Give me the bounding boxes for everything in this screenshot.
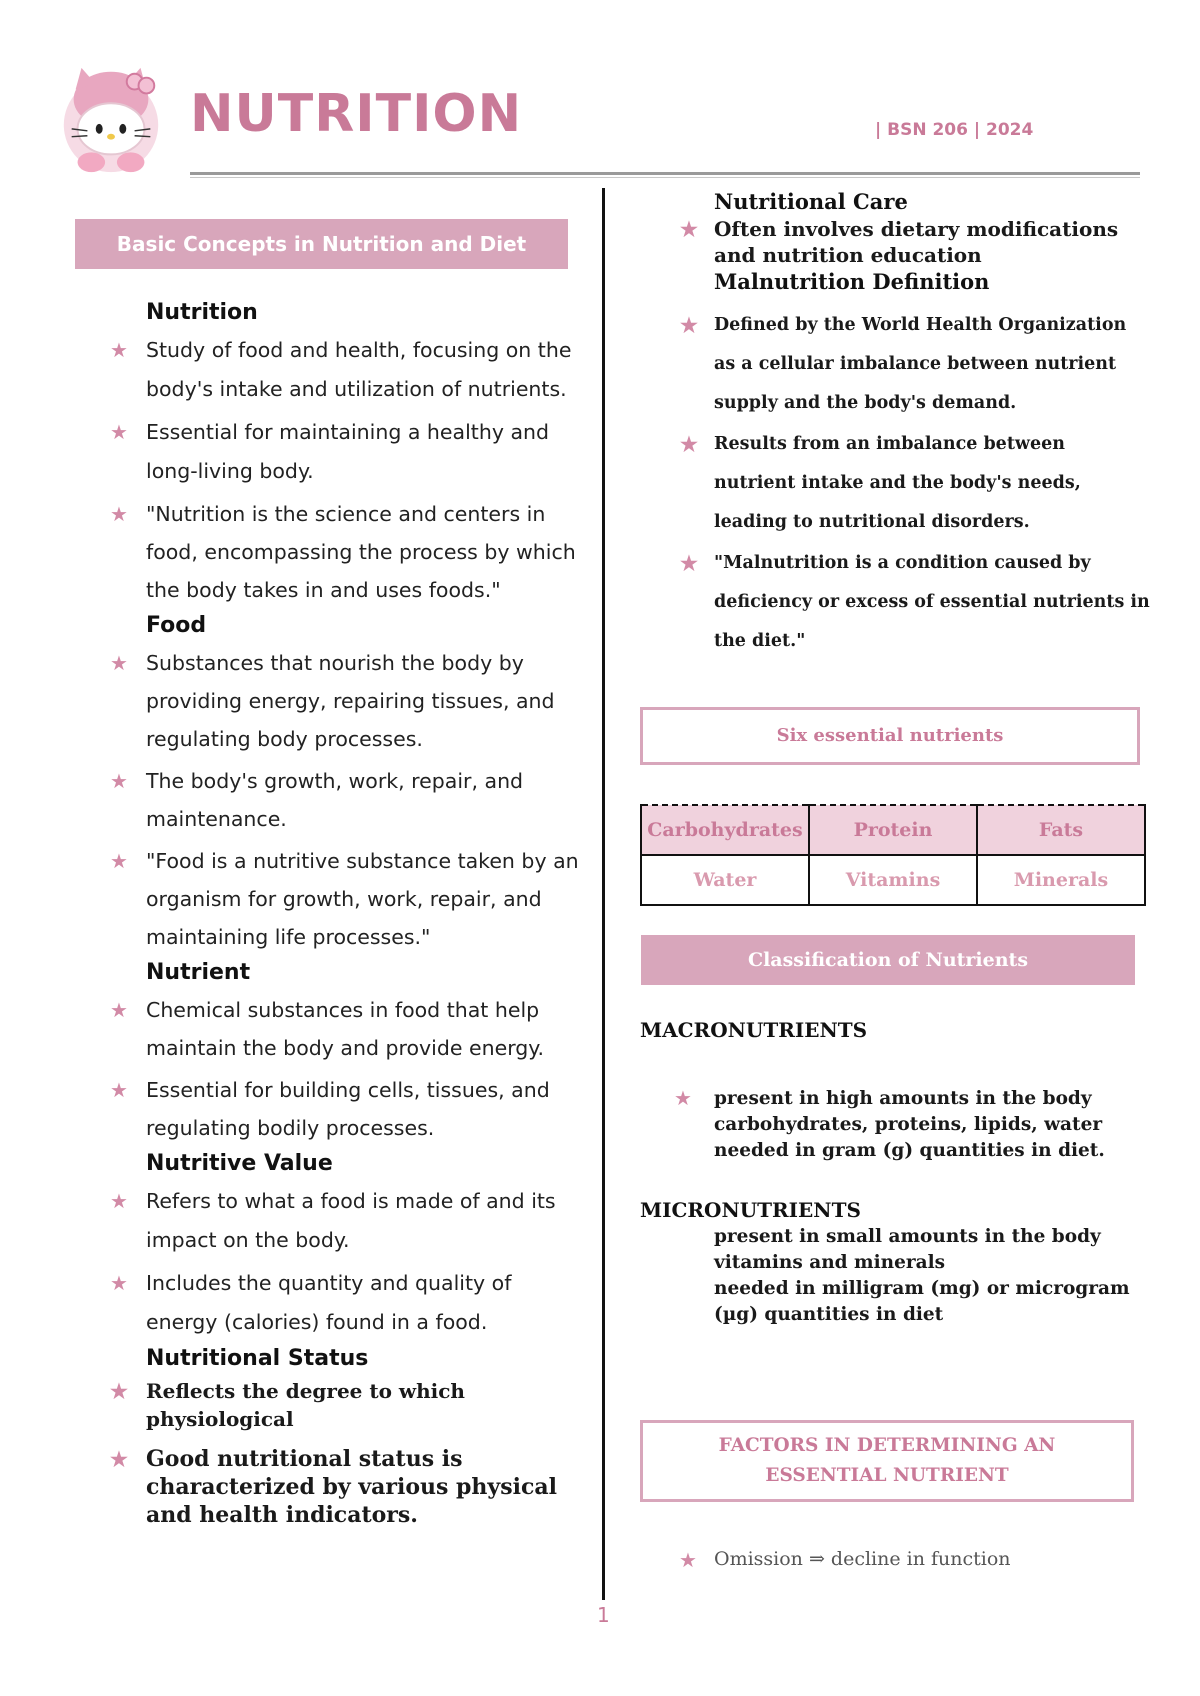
header-divider-thin [190, 177, 1140, 178]
course-code: | BSN 206 | 2024 [875, 120, 1034, 140]
star-icon: ★ [680, 217, 698, 241]
list-item: ★ Substances that nourish the body by providing energy, repairing tissues, and regulating body processes. [100, 644, 580, 758]
star-icon: ★ [110, 769, 128, 793]
list-item: ★ Essential for building cells, tissues, and regulating bodily processes. [100, 1071, 580, 1147]
table-cell: Protein [809, 805, 977, 855]
micro-line: vitamins and minerals [714, 1252, 946, 1273]
list-item: ★ Study of food and health, focusing on the body's intake and utilization of nutrients. [100, 331, 580, 409]
nutrients-table [640, 804, 1146, 906]
star-icon: ★ [680, 432, 698, 456]
factors-title-line1: FACTORS IN DETERMINING AN [718, 1435, 1056, 1456]
list-item: ★ Includes the quantity and quality of energy (calories) found in a food. [100, 1264, 580, 1342]
heading-nutritive-value: Nutritive Value [146, 1151, 333, 1176]
star-icon: ★ [110, 651, 128, 675]
list-item: ★ Omission ⇒ decline in function [679, 1548, 1011, 1572]
mascot-logo [52, 60, 170, 178]
list-item: ★ "Malnutrition is a condition caused by deficiency or excess of essential nutrients in the diet." [640, 544, 1150, 661]
table-cell: Water [641, 855, 809, 905]
micro-line: needed in milligram (mg) or microgram [714, 1278, 1130, 1299]
star-icon: ★ [680, 551, 698, 575]
star-icon: ★ [110, 998, 128, 1022]
list-item: ★ Chemical substances in food that help maintain the body and provide energy. [100, 991, 580, 1067]
star-icon: ★ [110, 849, 128, 873]
header-divider [190, 172, 1140, 175]
section-banner-basic-concepts: Basic Concepts in Nutrition and Diet Therapy [75, 219, 568, 269]
list-item: ★ "Nutrition is the science and centers in food, encompassing the process by which the body takes in and uses foods." [100, 495, 580, 609]
macronutrient-list [674, 1086, 1144, 1164]
macro-line: needed in gram (g) quantities in diet. [714, 1140, 1105, 1161]
micro-line: (µg) quantities in diet [714, 1304, 944, 1325]
heading-malnutrition: Malnutrition Definition [714, 269, 990, 294]
table-cell: Vitamins [809, 855, 977, 905]
list-item: ★ Essential for maintaining a healthy and long-living body. [100, 413, 580, 491]
list-item: ★ Often involves dietary modifications and nutrition education [680, 217, 1119, 267]
factors-box [640, 1420, 1134, 1502]
star-icon: ★ [110, 1189, 128, 1213]
left-column [100, 300, 580, 1533]
micro-line: present in small amounts in the body [714, 1226, 1101, 1247]
heading-nutritional-care: Nutritional Care [714, 189, 908, 214]
list-item: ★ Reflects the degree to which physiological [110, 1379, 465, 1431]
list-item: ★ Good nutritional status is characterized by various physical and health indicators. [110, 1446, 557, 1528]
star-icon: ★ [110, 420, 128, 444]
heading-micronutrients: MICRONUTRIENTS [640, 1198, 861, 1222]
macro-line: present in high amounts in the body [714, 1088, 1092, 1109]
page-title: NUTRITION [190, 84, 523, 144]
column-divider [602, 188, 605, 1600]
section-banner-classification: Classification of Nutrients [641, 935, 1135, 985]
star-icon: ★ [110, 1271, 128, 1295]
star-icon: ★ [110, 1447, 128, 1471]
page-number: 1 [597, 1603, 610, 1627]
star-icon: ★ [110, 1379, 128, 1403]
list-item: ★ "Food is a nutritive substance taken by an organism for growth, work, repair, and maintaining life processes." [100, 842, 580, 956]
heading-nutritional-status: Nutritional Status [146, 1346, 369, 1371]
heading-nutrition: Nutrition [146, 300, 258, 325]
table-row [641, 805, 1145, 855]
star-icon: ★ [674, 1086, 692, 1110]
list-item: ★ The body's growth, work, repair, and maintenance. [100, 762, 580, 838]
factors-title-line2: ESSENTIAL NUTRIENT [765, 1465, 1009, 1486]
heading-macronutrients: MACRONUTRIENTS [640, 1018, 868, 1042]
star-icon: ★ [110, 338, 128, 362]
table-cell: Fats [977, 805, 1145, 855]
six-nutrients-box: Six essential nutrients [640, 707, 1140, 765]
heading-food: Food [146, 613, 207, 638]
table-row [641, 855, 1145, 905]
star-icon: ★ [680, 313, 698, 337]
list-item: ★ Defined by the World Health Organization as a cellular imbalance between nutrient supply and the body's demand. [640, 306, 1150, 423]
heading-nutrient: Nutrient [146, 960, 251, 985]
star-icon: ★ [679, 1548, 697, 1572]
table-cell: Carbohydrates [641, 805, 809, 855]
macro-line: carbohydrates, proteins, lipids, water [714, 1114, 1103, 1135]
table-cell: Minerals [977, 855, 1145, 905]
list-item: ★ Refers to what a food is made of and its impact on the body. [100, 1182, 580, 1260]
star-icon: ★ [110, 502, 128, 526]
star-icon: ★ [110, 1078, 128, 1102]
right-column [640, 188, 1150, 661]
micronutrient-list [714, 1224, 1154, 1328]
list-item: ★ Results from an imbalance between nutrient intake and the body's needs, leading to nutritional disorders. [640, 425, 1150, 542]
